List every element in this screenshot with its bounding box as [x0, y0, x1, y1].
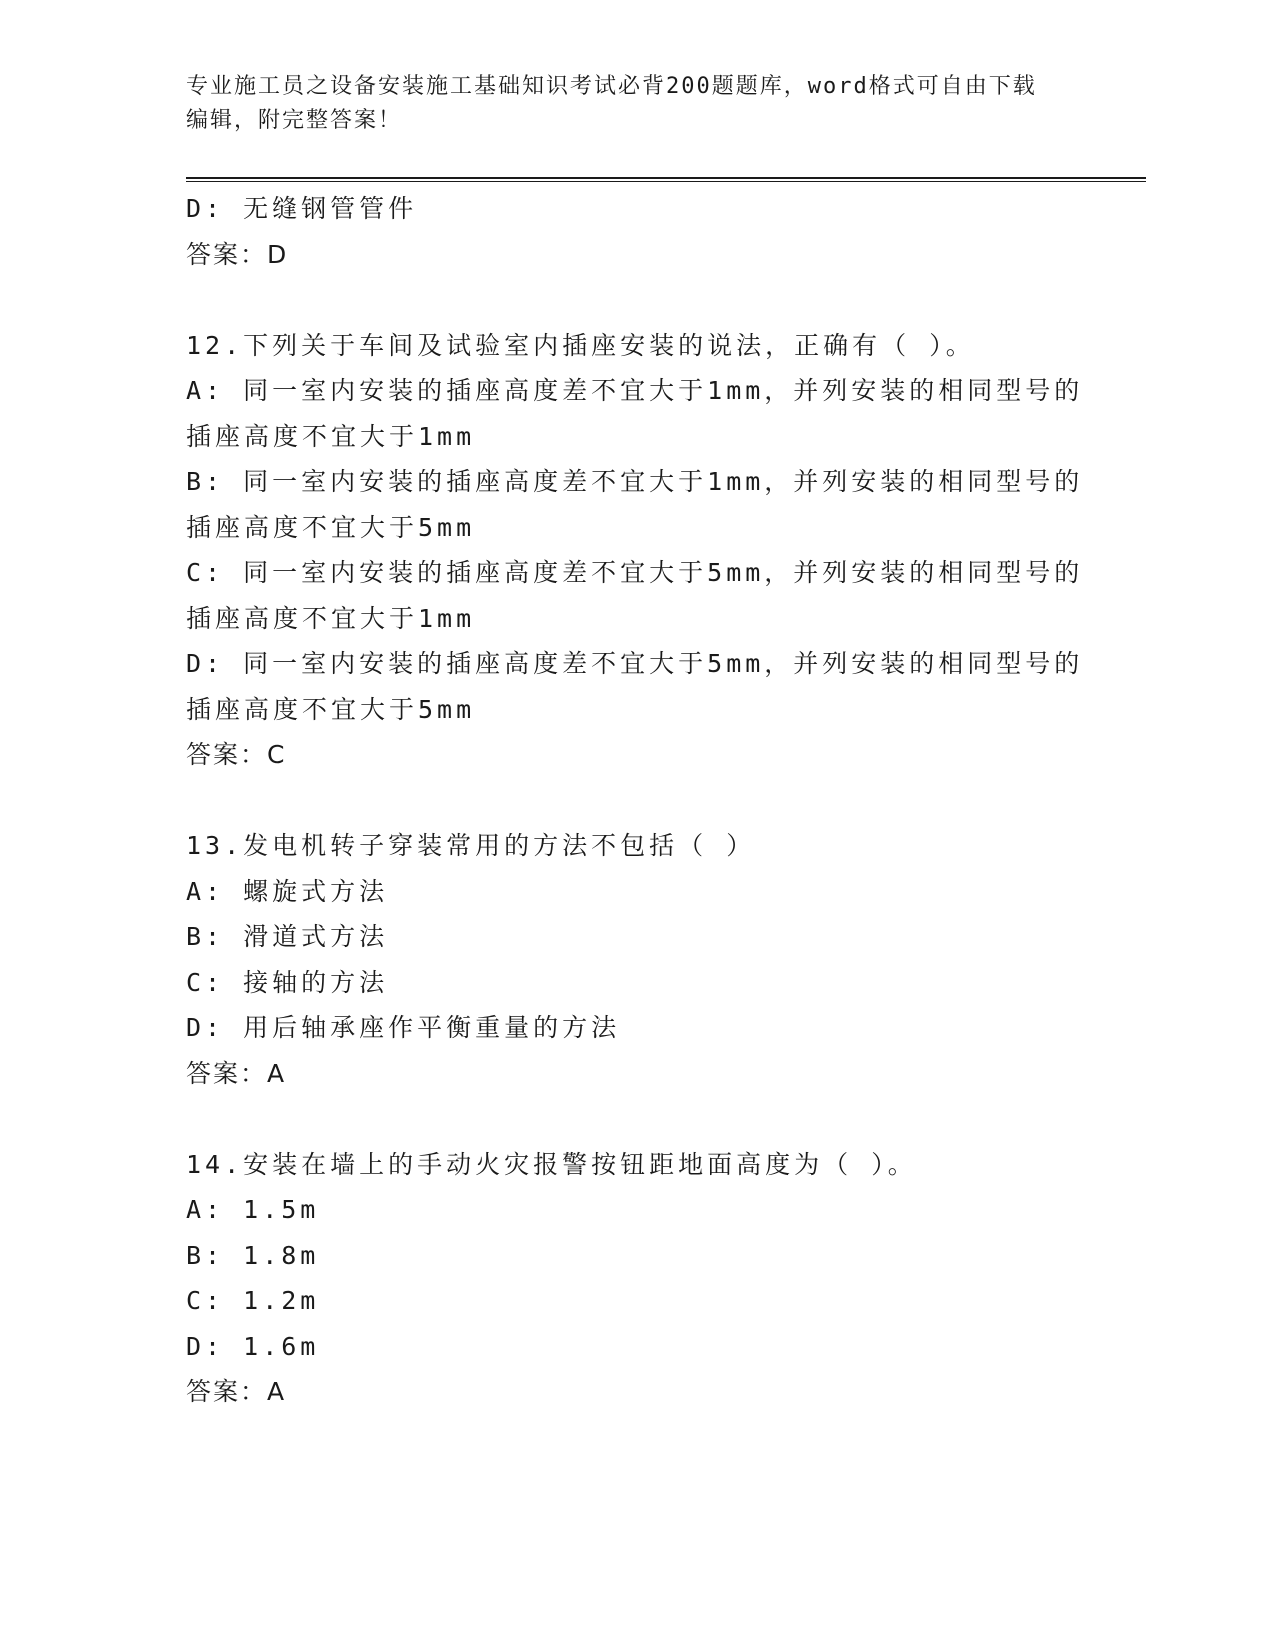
option-a: A: 同一室内安装的插座高度差不宜大于1mm，并列安装的相同型号的 [186, 376, 1084, 405]
question-list [186, 186, 1086, 1415]
option-d: D: 同一室内安装的插座高度差不宜大于5mm，并列安装的相同型号的 [186, 649, 1084, 678]
answer-line: 答案：A [186, 1377, 287, 1406]
option-d: D: 1.6m [186, 1331, 320, 1361]
option-d: D: 无缝钢管管件 [186, 194, 418, 223]
option-c-continued: 插座高度不宜大于1mm [186, 603, 476, 633]
option-b: B: 1.8m [186, 1240, 320, 1270]
option-a: A: 1.5m [186, 1195, 320, 1224]
option-c: C: 同一室内安装的插座高度差不宜大于5mm，并列安装的相同型号的 [186, 558, 1084, 587]
option-c: C: 接轴的方法 [186, 967, 389, 997]
answer-line: 答案：D [186, 239, 289, 269]
spacer [186, 277, 1086, 323]
option-a: A: 螺旋式方法 [186, 876, 389, 906]
answer-line: 答案：A [186, 1058, 287, 1088]
header-divider [186, 177, 1146, 182]
option-a-continued: 插座高度不宜大于1mm [186, 421, 476, 451]
option-d: D: 用后轴承座作平衡重量的方法 [186, 1013, 621, 1042]
header-line-1: 专业施工员之设备安装施工基础知识考试必背200题题库，word格式可自由下载 [186, 74, 1037, 99]
header-line-2: 编辑，附完整答案！ [186, 108, 403, 133]
option-c: C: 1.2m [186, 1286, 320, 1315]
answer-line: 答案：C [186, 740, 287, 769]
spacer [186, 778, 1086, 824]
document-header [186, 70, 1066, 138]
spacer [186, 1096, 1086, 1142]
option-d-continued: 插座高度不宜大于5mm [186, 694, 476, 724]
question-stem: 14.安装在墙上的手动火灾报警按钮距地面高度为（ ）。 [186, 1149, 917, 1179]
option-b: B: 滑道式方法 [186, 922, 389, 951]
question-stem: 12.下列关于车间及试验室内插座安装的说法，正确有（ ）。 [186, 330, 975, 360]
option-b: B: 同一室内安装的插座高度差不宜大于1mm，并列安装的相同型号的 [186, 467, 1084, 496]
question-stem: 13.发电机转子穿装常用的方法不包括（ ） [186, 831, 756, 860]
option-b-continued: 插座高度不宜大于5mm [186, 512, 476, 542]
